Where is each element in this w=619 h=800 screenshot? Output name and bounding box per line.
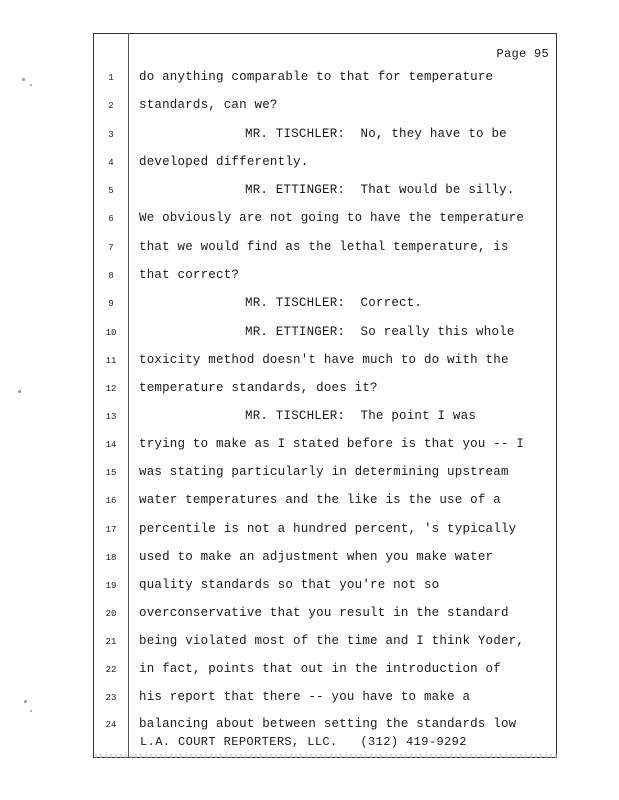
line-number: 20 (105, 609, 117, 619)
line-text: do anything comparable to that for temperature (139, 70, 494, 84)
line-text: MR. TISCHLER: No, they have to be (245, 127, 507, 141)
line-number: 1 (108, 73, 114, 83)
transcript-line-13 (0, 409, 619, 429)
line-text: temperature standards, does it? (139, 381, 378, 395)
court-reporter-footer: L.A. COURT REPORTERS, LLC. (312) 419-9292 (140, 735, 467, 749)
line-text: trying to make as I stated before is that you -- I (139, 437, 525, 451)
transcript-line-23 (0, 690, 619, 710)
line-text: was stating particularly in determining upstream (139, 465, 509, 479)
scan-speck (30, 84, 32, 86)
line-number: 22 (105, 665, 117, 675)
transcript-line-1 (0, 70, 619, 90)
line-text: used to make an adjustment when you make water (139, 550, 494, 564)
line-number: 9 (108, 299, 114, 309)
transcript-line-24 (0, 717, 619, 737)
transcript-line-5 (0, 183, 619, 203)
page-number: Page 95 (496, 47, 549, 61)
transcript-line-20 (0, 606, 619, 626)
transcript-line-9 (0, 296, 619, 316)
scan-speck (22, 78, 25, 81)
transcript-line-14 (0, 437, 619, 457)
line-number: 24 (105, 720, 117, 730)
line-number: 2 (108, 101, 114, 111)
line-number: 7 (108, 243, 114, 253)
line-text: standards, can we? (139, 98, 278, 112)
line-number: 21 (105, 637, 117, 647)
line-text: percentile is not a hundred percent, 's typically (139, 522, 517, 536)
scan-speck (18, 390, 21, 393)
line-text: water temperatures and the like is the use of a (139, 493, 501, 507)
scan-speck (30, 710, 32, 712)
transcript-line-21 (0, 634, 619, 654)
line-number: 17 (105, 525, 117, 535)
scan-noise (95, 754, 557, 758)
line-number: 13 (105, 412, 117, 422)
line-number: 15 (105, 468, 117, 478)
transcript-line-12 (0, 381, 619, 401)
line-text: balancing about between setting the standards low (139, 717, 517, 731)
transcript-line-16 (0, 493, 619, 513)
line-text: MR. ETTINGER: That would be silly. (245, 183, 515, 197)
transcript-line-7 (0, 240, 619, 260)
transcript-line-3 (0, 127, 619, 147)
line-text: MR. ETTINGER: So really this whole (245, 325, 515, 339)
line-number: 5 (108, 186, 114, 196)
line-number: 18 (105, 553, 117, 563)
transcript-line-18 (0, 550, 619, 570)
transcript-line-4 (0, 155, 619, 175)
line-text: that correct? (139, 268, 240, 282)
line-text: MR. TISCHLER: Correct. (245, 296, 423, 310)
transcript-line-15 (0, 465, 619, 485)
line-text: overconservative that you result in the standard (139, 606, 509, 620)
line-number: 4 (108, 158, 114, 168)
scan-speck (24, 700, 27, 703)
line-number: 11 (105, 356, 117, 366)
line-number: 8 (108, 271, 114, 281)
transcript-line-22 (0, 662, 619, 682)
transcript-line-6 (0, 211, 619, 231)
line-text: in fact, points that out in the introduction of (139, 662, 501, 676)
line-number: 12 (105, 384, 117, 394)
transcript-line-10 (0, 325, 619, 345)
line-number: 6 (108, 214, 114, 224)
line-number: 16 (105, 496, 117, 506)
transcript-line-2 (0, 98, 619, 118)
line-text: quality standards so that you're not so (139, 578, 440, 592)
line-text: MR. TISCHLER: The point I was (245, 409, 477, 423)
line-number: 10 (105, 328, 117, 338)
line-text: We obviously are not going to have the temperature (139, 211, 525, 225)
line-text: his report that there -- you have to make a (139, 690, 471, 704)
line-text: being violated most of the time and I think Yoder, (139, 634, 525, 648)
line-text: developed differently. (139, 155, 309, 169)
transcript-line-17 (0, 522, 619, 542)
line-text: toxicity method doesn't have much to do with the (139, 353, 509, 367)
line-number: 19 (105, 581, 117, 591)
transcript-line-11 (0, 353, 619, 373)
line-text: that we would find as the lethal temperature, is (139, 240, 509, 254)
transcript-line-19 (0, 578, 619, 598)
line-number: 14 (105, 440, 117, 450)
transcript-line-8 (0, 268, 619, 288)
line-number: 3 (108, 130, 114, 140)
line-number: 23 (105, 693, 117, 703)
